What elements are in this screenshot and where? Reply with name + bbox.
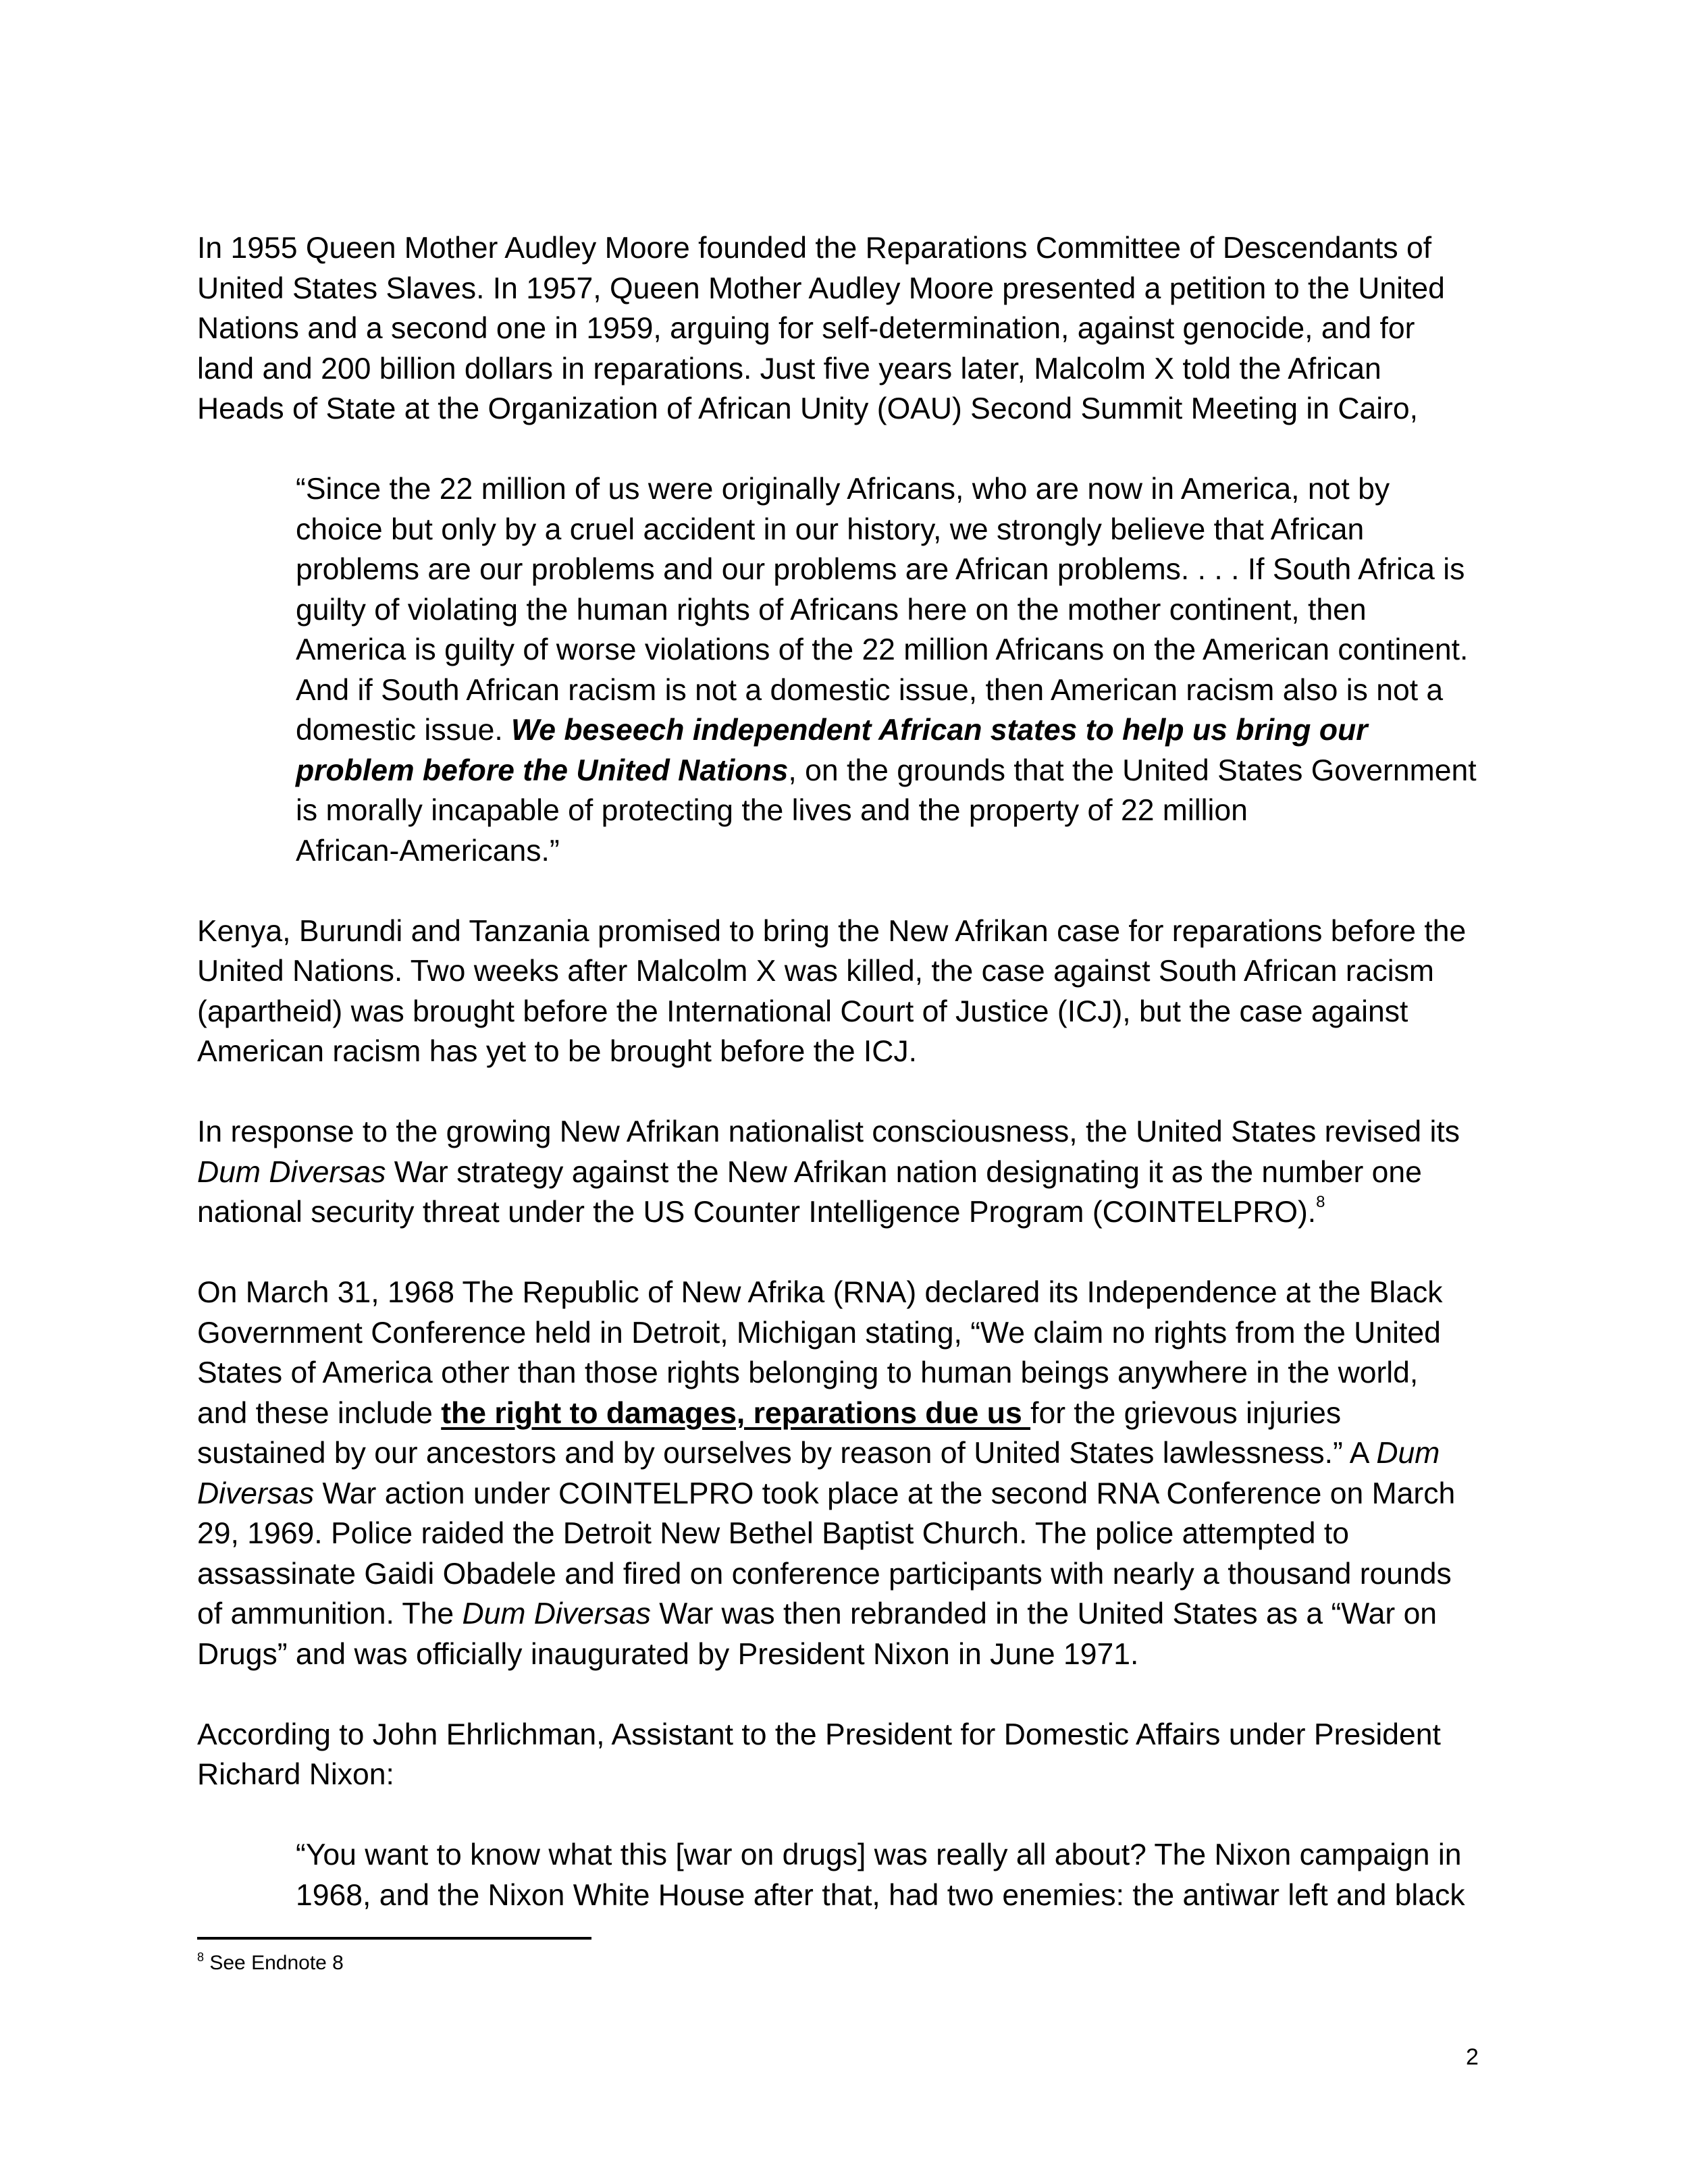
paragraph-1-line-1: In 1955 Queen Mother Audley Moore founded the Reparations Committee of Descendants of [197, 232, 1432, 265]
paragraph-4-line-7: 29, 1969. Police raided the Detroit New Bethel Baptist Church. The police attempted to [197, 1517, 1349, 1550]
paragraph-4-line-4 [197, 1399, 1341, 1429]
footnote-text: See Endnote 8 [204, 1952, 344, 1974]
dum-diversas-term-2: Dum Diversas [462, 1597, 651, 1630]
paragraph-2-line-3: (apartheid) was brought before the International Court of Justice (ICJ), but the case against [197, 995, 1408, 1028]
dum-diversas-term: Dum Diversas [197, 1156, 386, 1189]
paragraph-3-line-2 [197, 1158, 1422, 1188]
quote-2-line-1: “You want to know what this [war on drugs] was really all about? The Nixon campaign in [296, 1838, 1462, 1871]
paragraph-1-line-5: Heads of State at the Organization of African Unity (OAU) Second Summit Meeting in Cairo, [197, 392, 1419, 425]
paragraph-2-line-4: American racism has yet to be brought before the ICJ. [197, 1035, 918, 1068]
diversas-term: Diversas [197, 1477, 315, 1510]
paragraph-3-line-3 [197, 1193, 1325, 1229]
paragraph-4-line-1: On March 31, 1968 The Republic of New Afrika (RNA) declared its Independence at the Black [197, 1276, 1443, 1309]
paragraph-4-line-5 [197, 1439, 1440, 1469]
quote-1-line-5: America is guilty of worse violations of the 22 million Africans on the American continent. [296, 633, 1469, 666]
paragraph-4-line-4-text-a: and these include [197, 1397, 442, 1430]
footnote-separator [197, 1937, 591, 1940]
quote-1-line-2: choice but only by a cruel accident in our history, we strongly believe that African [296, 513, 1365, 546]
paragraph-2-line-1: Kenya, Burundi and Tanzania promised to bring the New Afrikan case for reparations before the [197, 915, 1467, 948]
paragraph-4-line-9-text-a: of ammunition. The [197, 1597, 463, 1630]
quote-1-line-1: “Since the 22 million of us were originally Africans, who are now in America, not by [296, 473, 1390, 506]
paragraph-1-line-3: Nations and a second one in 1959, arguing for self-determination, against genocide, and for [197, 312, 1415, 345]
paragraph-3-line-1: In response to the growing New Afrikan nationalist consciousness, the United States revised its [197, 1115, 1460, 1148]
paragraph-4-line-6 [197, 1479, 1455, 1510]
paragraph-4-line-3: States of America other than those rights belonging to human beings anywhere in the world, [197, 1356, 1419, 1389]
quote-1-line-7 [296, 716, 1368, 746]
paragraph-4-line-10: Drugs” and was officially inaugurated by President Nixon in June 1971. [197, 1638, 1139, 1671]
reparations-emphasis: the right to damages, reparations due us [441, 1397, 1031, 1430]
footnote-number: 8 [197, 1950, 205, 1964]
paragraph-4-line-4-text-b: for the grievous injuries [1030, 1397, 1342, 1430]
paragraph-4-line-8: assassinate Gaidi Obadele and fired on conference participants with nearly a thousand rounds [197, 1557, 1452, 1591]
quote-1-line-3: problems are our problems and our problems are African problems. . . . If South Africa is [296, 553, 1465, 586]
quote-1-line-10: African-Americans.” [296, 834, 560, 868]
quote-1-emphasis-start: We beseech independent African states to help us bring our [511, 714, 1368, 747]
footnote [197, 1950, 344, 1974]
quote-1-line-6: And if South African racism is not a domestic issue, then American racism also is not a [296, 674, 1444, 707]
paragraph-5-line-2: Richard Nixon: [197, 1758, 394, 1791]
quote-2-line-2: 1968, and the Nixon White House after that, had two enemies: the antiwar left and black [296, 1879, 1465, 1912]
paragraph-2-line-2: United Nations. Two weeks after Malcolm X was killed, the case against South African racism [197, 955, 1434, 988]
footnote-reference[interactable]: 8 [1316, 1193, 1325, 1211]
paragraph-4-line-6-text: War action under COINTELPRO took place at the second RNA Conference on March [314, 1477, 1456, 1510]
paragraph-4-line-2: Government Conference held in Detroit, Michigan stating, “We claim no rights from the United [197, 1316, 1441, 1350]
paragraph-4-line-9 [197, 1599, 1437, 1630]
quote-1-line-7-text: domestic issue. [296, 714, 512, 747]
paragraph-4-line-9-text-b: War was then rebranded in the United States as a “War on [650, 1597, 1438, 1630]
paragraph-3-line-3-text: national security threat under the US Counter Intelligence Program (COINTELPRO). [197, 1196, 1317, 1229]
quote-1-line-8 [296, 756, 1477, 787]
page-number: 2 [1466, 2044, 1479, 2070]
quote-1-emphasis-end: problem before the United Nations [296, 754, 789, 787]
quote-1-line-9: is morally incapable of protecting the lives and the property of 22 million [296, 794, 1248, 827]
paragraph-1-line-4: land and 200 billion dollars in reparations. Just five years later, Malcolm X told the African [197, 352, 1381, 385]
quote-1-line-8-text: , on the grounds that the United States Government [788, 754, 1477, 787]
dum-term: Dum [1376, 1437, 1440, 1470]
paragraph-5-line-1: According to John Ehrlichman, Assistant to the President for Domestic Affairs under President [197, 1718, 1441, 1751]
paragraph-1-line-2: United States Slaves. In 1957, Queen Mother Audley Moore presented a petition to the United [197, 272, 1445, 305]
quote-1-line-4: guilty of violating the human rights of Africans here on the mother continent, then [296, 593, 1367, 627]
paragraph-3-line-2-text: War strategy against the New Afrikan nation designating it as the number one [386, 1156, 1422, 1189]
paragraph-4-line-5-text: sustained by our ancestors and by ourselves by reason of United States lawlessness.” A [197, 1437, 1377, 1470]
